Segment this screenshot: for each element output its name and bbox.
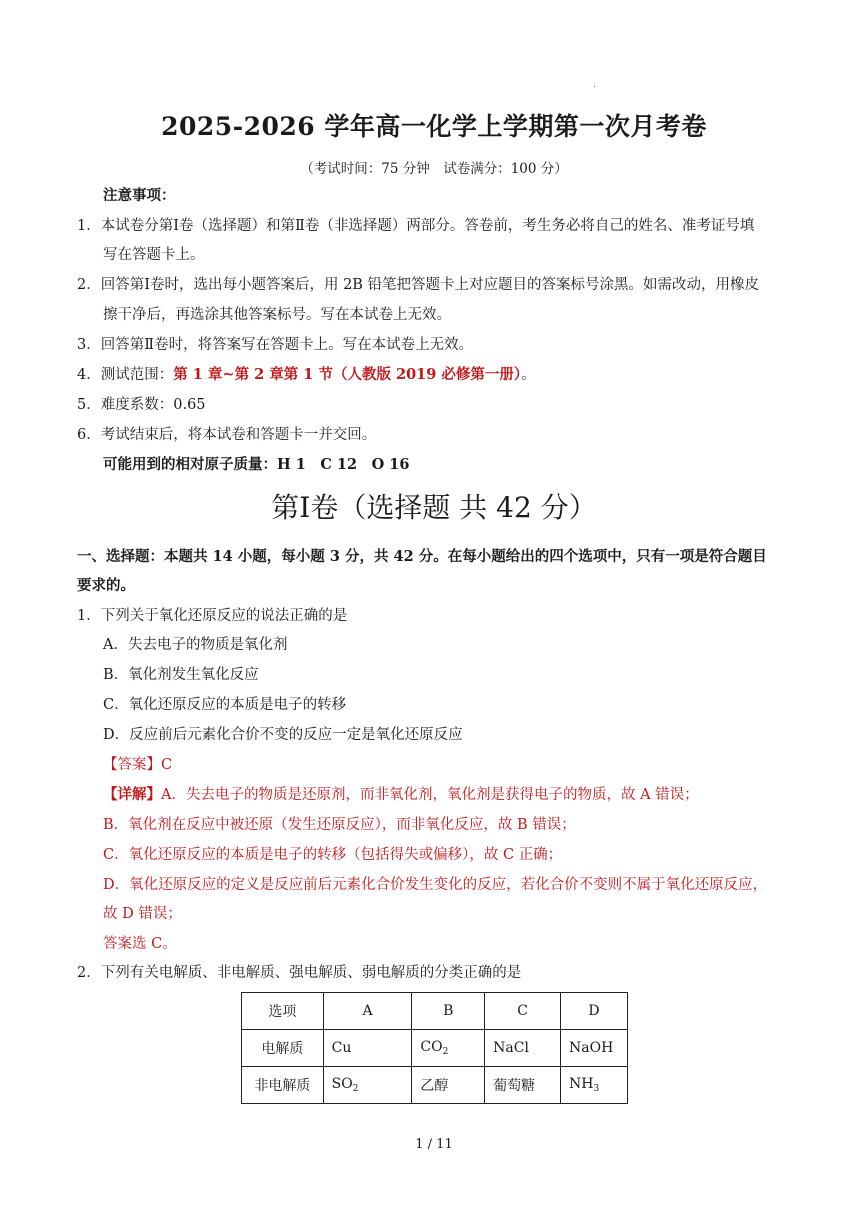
- q1-detail-3: C．氧化还原反应的本质是电子的转移（包括得失或偏移），故 C 正确；: [103, 847, 563, 863]
- notice-text: 难度系数：0.65: [100, 397, 206, 413]
- notice-num: 4．: [77, 367, 101, 383]
- section-title: 第Ⅰ卷（选择题 共 42 分）: [271, 491, 597, 524]
- table-cell: C: [485, 993, 561, 1030]
- q1-answer: [103, 755, 172, 775]
- answer-value: C: [161, 757, 173, 773]
- notice-item-5: [77, 395, 206, 415]
- subscript: 2: [352, 1084, 359, 1094]
- table-cell: [561, 1067, 628, 1104]
- subscript: 2: [442, 1047, 449, 1057]
- exam-subtitle: （考试时间：75 分钟 试卷满分：100 分）: [300, 161, 568, 177]
- notice-text: 本试卷分第Ⅰ卷（选择题）和第Ⅱ卷（非选择题）两部分。答卷前，考生务必将自己的姓名、准考证号填: [100, 218, 755, 234]
- notice-heading: 注意事项：: [103, 187, 176, 204]
- q1-option-b: B．氧化剂发生氧化反应: [103, 667, 259, 683]
- notice-item-1-cont: 写在答题卡上。: [103, 247, 205, 263]
- page-number: 1 / 11: [415, 1137, 453, 1152]
- notice-text: 回答第Ⅰ卷时，选出每小题答案后，用 2B 铅笔把答题卡上对应题目的答案标号涂黑。如需改动，用橡皮: [100, 277, 760, 293]
- formula: NH: [569, 1076, 594, 1092]
- notice-num: 2．: [77, 277, 101, 293]
- notice-text: 回答第Ⅱ卷时，将答案写在答题卡上。写在本试卷上无效。: [100, 337, 474, 353]
- notice-num: 3．: [77, 337, 101, 353]
- table-cell: A: [323, 993, 412, 1030]
- notice-num: 6．: [77, 427, 101, 443]
- detail-label: 【详解】: [103, 786, 161, 803]
- q2-stem: 2．下列有关电解质、非电解质、强电解质、弱电解质的分类正确的是: [77, 965, 522, 981]
- part1-heading: 一、选择题：本题共 14 小题，每小题 3 分，共 42 分。在每小题给出的四个选项中，只有一项是符合题目: [77, 548, 767, 565]
- scan-dot: [594, 86, 595, 87]
- table-cell: D: [561, 993, 628, 1030]
- table-row: [242, 1067, 628, 1104]
- table-cell: 乙醇: [412, 1067, 485, 1104]
- atomic-mass-line: 可能用到的相对原子质量：H 1 C 12 O 16: [103, 456, 410, 473]
- table-cell: B: [412, 993, 485, 1030]
- q1-option-d: D．反应前后元素化合价不变的反应一定是氧化还原反应: [103, 727, 463, 743]
- table-cell: NaOH: [561, 1030, 628, 1067]
- table-cell: 电解质: [242, 1030, 324, 1067]
- q1-option-a: A．失去电子的物质是氧化剂: [103, 637, 288, 653]
- table-cell: NaCl: [485, 1030, 561, 1067]
- q1-detail-6: 答案选 C。: [103, 936, 177, 952]
- q1-stem: 1．下列关于氧化还原反应的说法正确的是: [77, 608, 348, 624]
- table-row: [242, 1030, 628, 1067]
- notice-item-4: [77, 365, 536, 385]
- answer-label: 【答案】: [103, 757, 161, 773]
- subscript: 3: [593, 1084, 600, 1094]
- table-header-row: [242, 993, 628, 1030]
- notice-text: 测试范围：: [100, 367, 174, 383]
- q1-detail-4: D．氧化还原反应的定义是反应前后元素化合价发生变化的反应，若化合价不变则不属于氧化还原反应，: [103, 877, 768, 893]
- q1-detail-5: 故 D 错误；: [103, 906, 182, 922]
- table-cell: 非电解质: [242, 1067, 324, 1104]
- notice-suffix: 。: [521, 367, 536, 383]
- notice-item-3: [77, 335, 473, 355]
- part1-heading-cont: 要求的。: [77, 577, 135, 594]
- formula: CO: [420, 1039, 443, 1055]
- q1-detail-1: [103, 785, 699, 805]
- notice-item-2-cont: 擦干净后，再选涂其他答案标号。写在本试卷上无效。: [103, 307, 451, 323]
- notice-text: 考试结束后，将本试卷和答题卡一并交回。: [100, 427, 377, 443]
- notice-item-2: [77, 275, 759, 295]
- notice-item-1: [77, 216, 754, 236]
- q1-detail-2: B．氧化剂在反应中被还原（发生还原反应），而非氧化反应，故 B 错误；: [103, 817, 576, 833]
- formula: SO: [331, 1076, 353, 1092]
- table-cell: [323, 1067, 412, 1104]
- notice-item-6: [77, 425, 376, 445]
- notice-num: 1．: [77, 218, 101, 234]
- detail-text: A．失去电子的物质是还原剂，而非氧化剂，氧化剂是获得电子的物质，故 A 错误；: [161, 787, 699, 803]
- table-cell: 葡萄糖: [485, 1067, 561, 1104]
- classification-table: [241, 992, 628, 1104]
- table-cell: [412, 1030, 485, 1067]
- notice-num: 5．: [77, 397, 101, 413]
- table-cell: Cu: [323, 1030, 412, 1067]
- test-scope: 第 1 章~第 2 章第 1 节（人教版 2019 必修第一册）: [173, 366, 522, 383]
- table-cell: 选项: [242, 993, 324, 1030]
- exam-title: 2025-2026 学年高一化学上学期第一次月考卷: [161, 112, 707, 141]
- q1-option-c: C．氧化还原反应的本质是电子的转移: [103, 697, 347, 713]
